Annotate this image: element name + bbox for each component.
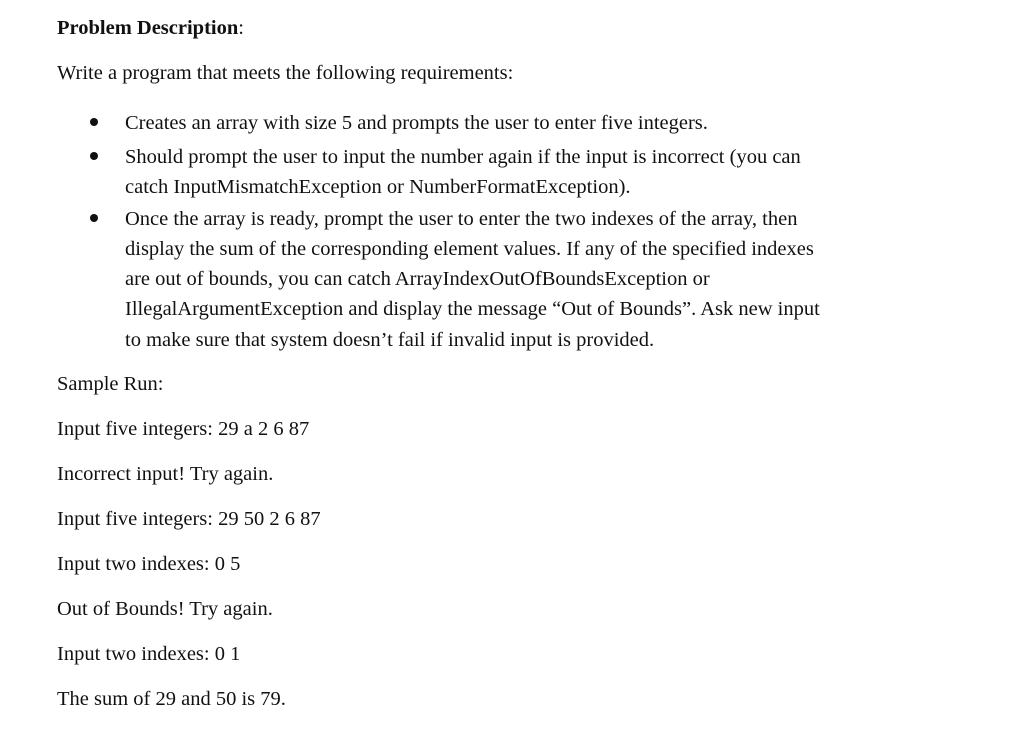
sample-line: Input two indexes: 0 1 bbox=[57, 643, 241, 665]
bullet-2-line-1: Should prompt the user to input the number again if the input is incorrect (you can bbox=[125, 146, 801, 168]
problem-title bbox=[57, 16, 244, 40]
sample-line: The sum of 29 and 50 is 79. bbox=[57, 688, 286, 710]
sample-line: Input two indexes: 0 5 bbox=[57, 553, 241, 575]
sample-line: Input five integers: 29 50 2 6 87 bbox=[57, 508, 321, 530]
intro-text: Write a program that meets the following requirements: bbox=[57, 62, 514, 84]
bullet-icon bbox=[90, 118, 100, 128]
title-text: Problem Description bbox=[57, 17, 239, 39]
bullet-3-line-2: display the sum of the corresponding element values. If any of the specified indexes bbox=[125, 238, 814, 260]
bullet-3-line-5: to make sure that system doesn’t fail if invalid input is provided. bbox=[125, 329, 655, 351]
bullet-3-line-4: IllegalArgumentException and display the message “Out of Bounds”. Ask new input bbox=[125, 298, 820, 320]
sample-line: Incorrect input! Try again. bbox=[57, 463, 274, 485]
bullet-icon bbox=[90, 152, 100, 162]
sample-run-heading: Sample Run: bbox=[57, 373, 164, 395]
title-colon: : bbox=[238, 17, 244, 39]
bullet-3-line-3: are out of bounds, you can catch ArrayIndexOutOfBoundsException or bbox=[125, 268, 710, 290]
sample-line: Out of Bounds! Try again. bbox=[57, 598, 273, 620]
bullet-1-line-1: Creates an array with size 5 and prompts the user to enter five integers. bbox=[125, 112, 708, 134]
bullet-2-line-2: catch InputMismatchException or NumberFormatException). bbox=[125, 176, 631, 198]
sample-line: Input five integers: 29 a 2 6 87 bbox=[57, 418, 310, 440]
bullet-icon bbox=[90, 214, 100, 224]
bullet-3-line-1: Once the array is ready, prompt the user to enter the two indexes of the array, then bbox=[125, 208, 798, 230]
